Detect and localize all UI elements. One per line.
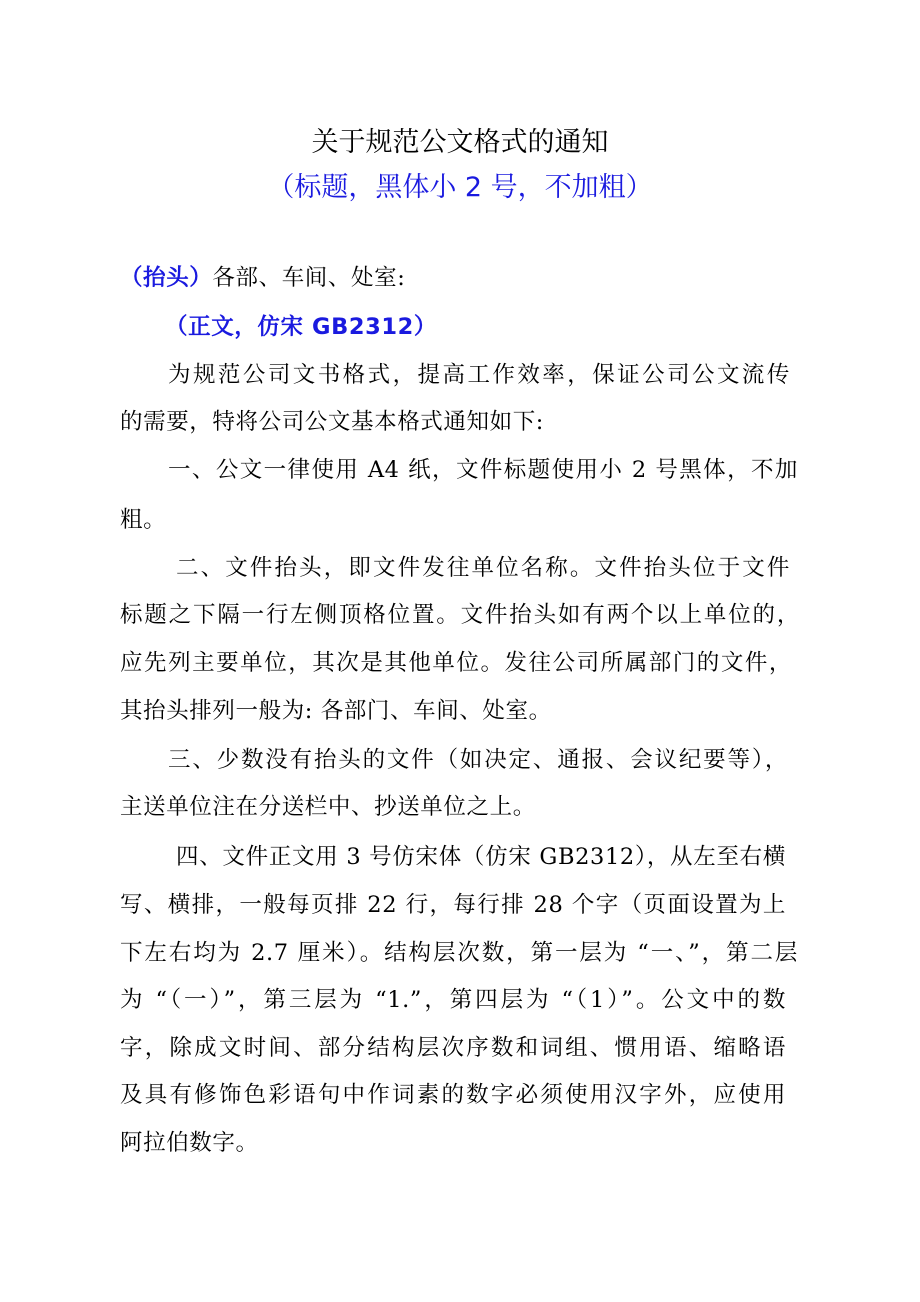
paragraph-line: 字，除成文时间、部分结构层次序数和词组、惯用语、缩略语 <box>120 1035 786 1061</box>
paragraph-line: 写、横排，一般每页排 22 行，每行排 28 个字（页面设置为上 <box>120 892 786 918</box>
paragraph-line: 四、文件正文用 3 号仿宋体（仿宋 GB2312），从左至右横 <box>176 844 786 870</box>
paragraph-line: 应先列主要单位，其次是其他单位。发往公司所属部门的文件， <box>120 650 792 676</box>
paragraph-line: 一、公文一律使用 A4 纸，文件标题使用小 2 号黑体，不加 <box>168 457 798 483</box>
paragraph-line: 二、文件抬头，即文件发往单位名称。文件抬头位于文件 <box>176 555 790 581</box>
paragraph-line: 阿拉伯数字。 <box>120 1130 259 1156</box>
paragraph-line: 及具有修饰色彩语句中作词素的数字必须使用汉字外，应使用 <box>120 1082 786 1108</box>
paragraph-line: 主送单位注在分送栏中、抄送单位之上。 <box>120 794 536 820</box>
salutation-note: （抬头） <box>120 265 213 291</box>
paragraph-line: 粗。 <box>120 507 167 533</box>
paragraph-line: 三、少数没有抬头的文件（如决定、通报、会议纪要等）， <box>168 747 788 773</box>
document-title: 关于规范公文格式的通知 <box>311 127 609 158</box>
paragraph-line: 为 “（一）”，第三层为 “1.”，第四层为 “（1）”。公文中的数 <box>120 987 786 1013</box>
salutation-text: 各部、车间、处室: <box>212 265 406 291</box>
paragraph-line: 标题之下隔一行左侧顶格位置。文件抬头如有两个以上单位的， <box>120 602 800 628</box>
paragraph-line: 的需要，特将公司公文基本格式通知如下: <box>120 409 544 435</box>
body-format-note: （正文，仿宋 GB2312） <box>165 314 437 340</box>
paragraph-line: 其抬头排列一般为: 各部门、车间、处室。 <box>120 698 552 724</box>
salutation <box>120 263 405 293</box>
paragraph-line: 为规范公司文书格式，提高工作效率，保证公司公文流传 <box>168 362 790 388</box>
paragraph-line: 下左右均为 2.7 厘米）。结构层次数，第一层为 “一、”，第二层 <box>120 940 798 966</box>
title-format-note: （标题，黑体小 2 号，不加粗） <box>267 172 653 203</box>
